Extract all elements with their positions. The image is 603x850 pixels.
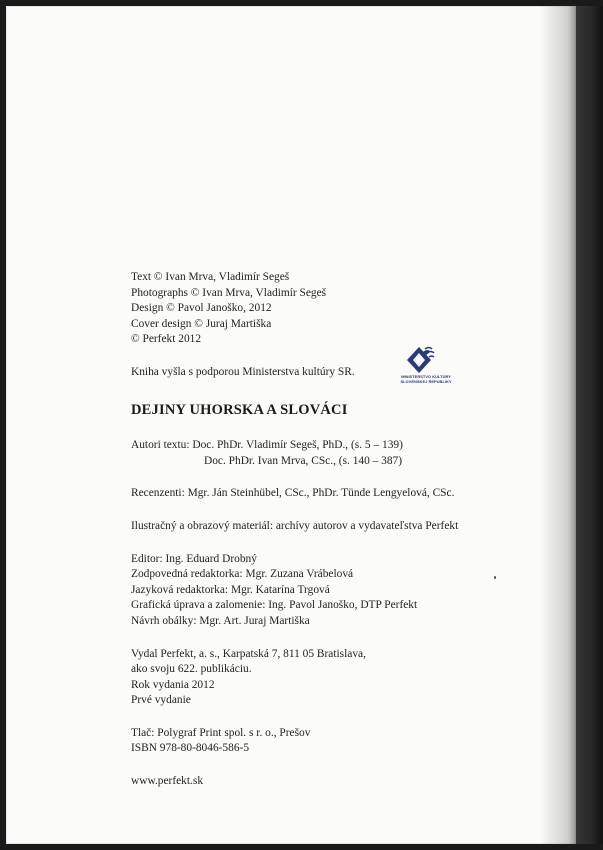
credit-line: © Perfekt 2012 <box>131 333 202 346</box>
publisher-block <box>131 647 531 709</box>
credit-line: Photographs © Ivan Mrva, Vladimír Segeš <box>131 286 327 299</box>
editorial-line: Návrh obálky: Mgr. Art. Juraj Martiška <box>131 614 310 627</box>
printing-block <box>131 726 531 757</box>
support-note: Kniha vyšla s podporou Ministerstva kultúry SR. <box>131 365 355 378</box>
publisher-line: Prvé vydanie <box>131 694 191 707</box>
authors-block <box>131 438 531 469</box>
publisher-line: ako svoju 622. publikáciu. <box>131 663 252 676</box>
editorial-line: Jazyková redaktorka: Mgr. Katarína Trgová <box>131 583 330 596</box>
reviewers-line: Recenzenti: Mgr. Ján Steinhübel, CSc., PhDr. Tünde Lengyelová, CSc. <box>131 487 455 500</box>
logo-caption-line: MINISTERSTVO KULTÚRY <box>401 374 451 379</box>
publisher-line: Rok vydania 2012 <box>131 678 215 691</box>
logo-caption <box>390 374 462 384</box>
author-line: Doc. PhDr. Ivan Mrva, CSc., (s. 140 – 387) <box>204 454 403 467</box>
author-line: Autori textu: Doc. PhDr. Vladimír Segeš, PhD., (s. 5 – 139) <box>131 439 403 452</box>
illustrations-line: Ilustračný a obrazový materiál: archívy autorov a vydavateľstva Perfekt <box>131 519 459 532</box>
colophon <box>131 270 531 790</box>
website-line: www.perfekt.sk <box>131 775 204 788</box>
publisher-line: Vydal Perfekt, a. s., Karpatská 7, 811 05 Bratislava, <box>131 647 366 660</box>
logo-caption-line: SLOVENSKEJ REPUBLIKY <box>400 379 452 384</box>
credit-line: Cover design © Juraj Martiška <box>131 317 272 330</box>
editorial-line: Editor: Ing. Eduard Drobný <box>131 552 257 565</box>
editorial-line: Grafická úprava a zalomenie: Ing. Pavol Janoško, DTP Perfekt <box>131 599 418 612</box>
page-edge-shadow <box>540 6 603 844</box>
paper-speck <box>494 576 496 579</box>
credit-line: Text © Ivan Mrva, Vladimír Segeš <box>131 271 290 283</box>
credit-line: Design © Pavol Janoško, 2012 <box>131 302 272 315</box>
editorial-block <box>131 552 531 630</box>
isbn-line: ISBN 978-80-8046-586-5 <box>131 742 250 755</box>
editorial-line: Zodpovedná redaktorka: Mgr. Zuzana Vrábelová <box>131 568 354 581</box>
printer-line: Tlač: Polygraf Print spol. s r. o., Prešov <box>131 726 311 739</box>
credits-block <box>131 270 531 348</box>
book-title: DEJINY UHORSKA A SLOVÁCI <box>131 401 348 418</box>
